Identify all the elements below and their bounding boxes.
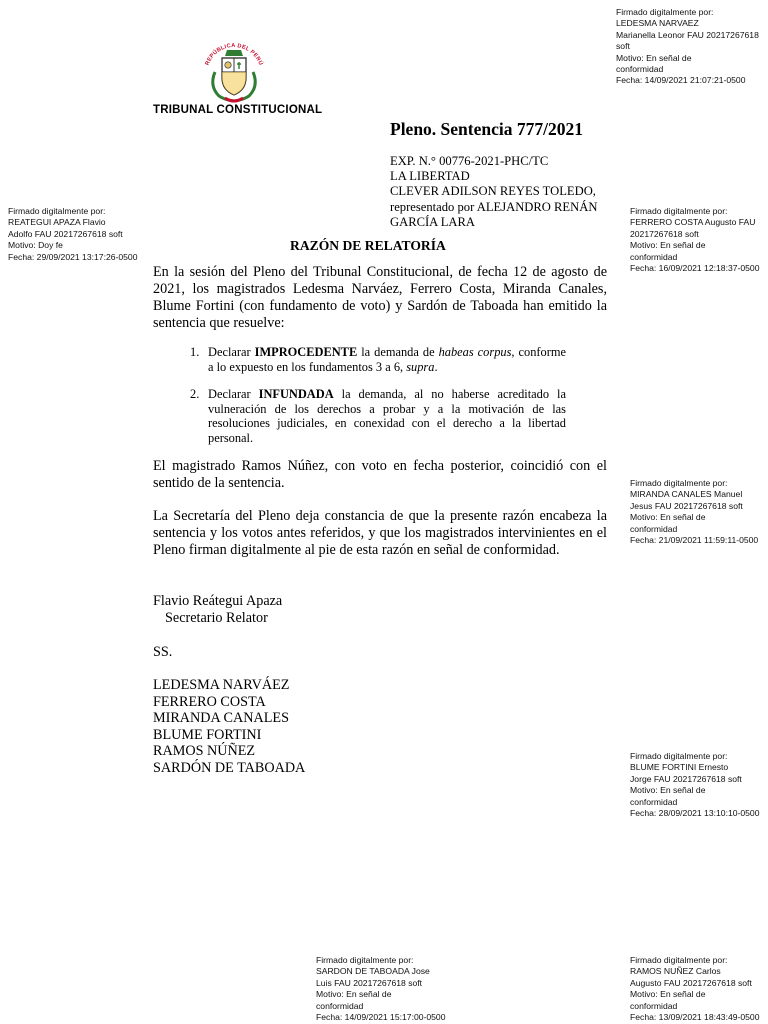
secretary-block bbox=[153, 593, 282, 627]
magistrate-name: FERRERO COSTA bbox=[153, 693, 266, 710]
ruling-text: Declarar INFUNDADA la demanda, al no haberse acreditado la vulneración de los derechos a probar y a la motivación de las resoluciones judiciales, en conexidad con el derecho a la libertad personal. bbox=[208, 387, 566, 445]
seal-text: REPÚBLICA DEL PERÚ bbox=[204, 42, 264, 67]
paragraph-session: En la sesión del Pleno del Tribunal Constitucional, de fecha 12 de agosto de 2021, los magistrados Ledesma Narváez, Ferrero Costa, Miranda Canales, Blume Fortini (con fundamento de voto) y Sardón de Taboada han emitido la sentencia que resuelve: bbox=[153, 264, 607, 331]
ruling-item bbox=[190, 345, 566, 374]
paragraph-secretary-note: La Secretaría del Pleno deja constancia de que la presente razón encabeza la sentencia y los votos antes referidos, y que los magistrados intervinientes en el Pleno firman digitalmente al pie de esta razón en señal de conformidad. bbox=[153, 508, 607, 558]
magistrate-name: MIRANDA CANALES bbox=[153, 710, 289, 727]
signature-stamp-ferrero: Firmado digitalmente por: FERRERO COSTA Augusto FAU 20217267618 soft Motivo: En señal de conformidad Fecha: 16/09/2021 12:18:37-0500 bbox=[630, 206, 760, 274]
case-representative-cont: GARCÍA LARA bbox=[390, 214, 476, 229]
ruling-number: 2. bbox=[190, 387, 200, 401]
magistrate-name: BLUME FORTINI bbox=[153, 726, 262, 743]
signature-stamp-blume: Firmado digitalmente por: BLUME FORTINI Ernesto Jorge FAU 20217267618 soft Motivo: En señal de conformidad Fecha: 28/09/2021 13:10:10-0500 bbox=[630, 751, 760, 819]
ss-label: SS. bbox=[153, 644, 173, 660]
paragraph-ramos-vote: El magistrado Ramos Núñez, con voto en fecha posterior, coincidió con el sentido de la sentencia. bbox=[153, 458, 607, 491]
secretary-role: Secretario Relator bbox=[165, 610, 268, 626]
case-representative: representado por ALEJANDRO RENÁN bbox=[390, 199, 598, 214]
ruling-text: Declarar IMPROCEDENTE la demanda de habeas corpus, conforme a lo expuesto en los fundamentos 3 a 6, supra. bbox=[208, 345, 566, 374]
section-heading: RAZÓN DE RELATORÍA bbox=[290, 238, 446, 253]
signature-stamp-miranda: Firmado digitalmente por: MIRANDA CANALES Manuel Jesus FAU 20217267618 soft Motivo: En señal de conformidad Fecha: 21/09/2021 11:59:11-0500 bbox=[630, 478, 759, 546]
ruling-number: 1. bbox=[190, 345, 200, 359]
secretary-name: Flavio Reátegui Apaza bbox=[153, 593, 283, 609]
signature-stamp-sardon: Firmado digitalmente por: SARDON DE TABOADA Jose Luis FAU 20217267618 soft Motivo: En señal de conformidad Fecha: 14/09/2021 15:17:00-0500 bbox=[316, 955, 446, 1023]
magistrate-name: LEDESMA NARVÁEZ bbox=[153, 677, 290, 693]
ruling-item bbox=[190, 387, 566, 445]
document-title: Pleno. Sentencia 777/2021 bbox=[390, 119, 583, 139]
case-details bbox=[390, 154, 620, 230]
peru-coat-of-arms-logo bbox=[195, 34, 273, 106]
magistrate-name: SARDÓN DE TABOADA bbox=[153, 759, 306, 776]
signature-stamp-ramos: Firmado digitalmente por: RAMOS NUÑEZ Carlos Augusto FAU 20217267618 soft Motivo: En señal de conformidad Fecha: 13/09/2021 18:43:49-0500 bbox=[630, 955, 760, 1023]
case-region: LA LIBERTAD bbox=[390, 169, 470, 184]
case-party: CLEVER ADILSON REYES TOLEDO, bbox=[390, 184, 596, 199]
magistrate-name: RAMOS NÚÑEZ bbox=[153, 743, 256, 760]
signature-stamp-ledesma: Firmado digitalmente por: LEDESMA NARVAEZ Marianella Leonor FAU 20217267618 soft Motivo: En señal de conformidad Fecha: 14/09/2021 21:07:21-0500 bbox=[616, 7, 759, 86]
institution-name: TRIBUNAL CONSTITUCIONAL bbox=[153, 104, 323, 116]
case-number: EXP. N.° 00776-2021-PHC/TC bbox=[390, 154, 549, 168]
magistrates-list bbox=[153, 677, 305, 777]
signature-stamp-reategui: Firmado digitalmente por: REATEGUI APAZA Flavio Adolfo FAU 20217267618 soft Motivo: Doy fe Fecha: 29/09/2021 13:17:26-0500 bbox=[8, 206, 138, 262]
